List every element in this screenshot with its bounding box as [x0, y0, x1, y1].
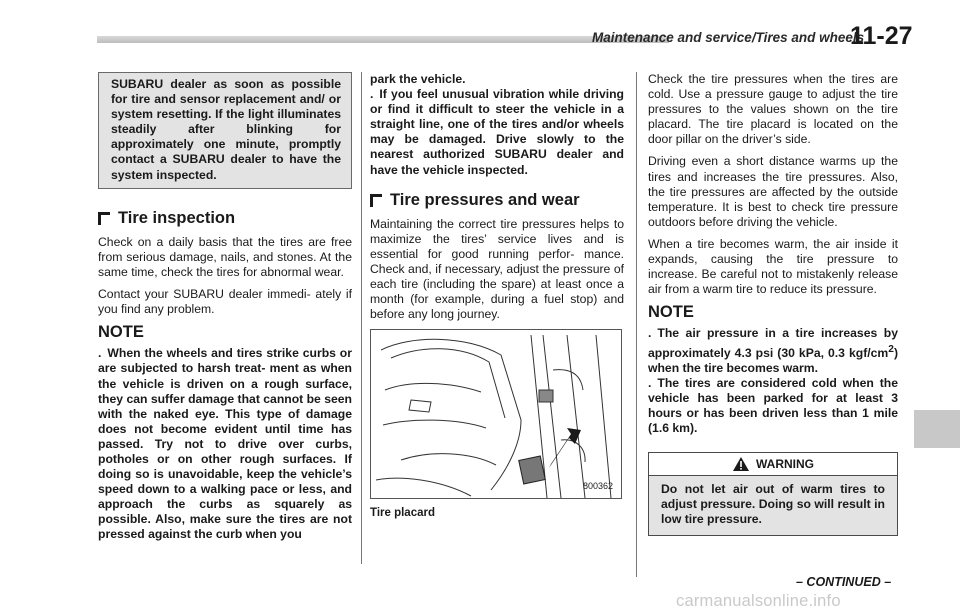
column-middle: [370, 72, 624, 522]
note-item: [648, 376, 898, 436]
note-item-text: The tires are considered cold when the vehicle has been parked for at least 3 hours or has been driven less than 1 mile (1.6 km).: [648, 375, 898, 436]
section-marker-icon: [98, 212, 110, 225]
note-item-text: When the wheels and tires strike curbs or are subjected to harsh treat- ment as when the vehicle is driven on a rough surface, they can suffer damage that cannot be seen with the naked eye. This type of damage does not become evident until time has passed. Try not to drive over curbs, potholes or on other rough surfaces. If doing so is unavoidable, keep the vehicle’s speed down to a walking pace or less, and approach the curbs as squarely as possible. Also, make sure the tires are not pressed against the curb when you: [98, 346, 352, 542]
warning-label: WARNING: [756, 456, 814, 471]
note-item: [370, 87, 624, 178]
bullet-icon: .: [648, 375, 652, 390]
paragraph: Driving even a short distance warms up the tires and increases the tire pressures. Also, the tire pressures are affected by the outside temperature. It is best to check tire pressure outdoors before driving the vehicle.: [648, 154, 898, 229]
section-title: Tire pressures and wear: [390, 190, 580, 209]
watermark: carmanualsonline.info: [676, 592, 841, 610]
paragraph: Contact your SUBARU dealer immedi- ately if you find any problem.: [98, 287, 352, 317]
section-marker-icon: [370, 194, 382, 207]
note-item-text: ) when the tire becomes warm.: [648, 345, 898, 375]
warning-triangle-icon: [732, 456, 750, 472]
paragraph: When a tire becomes warm, the air inside it expands, causing the tire pressure to increase. Be careful not to mistakenly release air from a warm tire to reduce its pressure.: [648, 236, 898, 297]
figure-code: 800362: [582, 481, 613, 492]
section-heading: [370, 190, 624, 209]
bullet-icon: .: [98, 346, 102, 361]
column-divider: [361, 72, 362, 564]
figure-caption: Tire placard: [370, 507, 435, 520]
note-heading: NOTE: [98, 323, 144, 342]
warning-text: Do not let air out of warm tires to adjust pressure. Doing so will result in low tire pressure.: [649, 476, 897, 535]
continued-note-box: SUBARU dealer as soon as possible for tire and sensor replacement and/ or system resetting. If the light illuminates steadily after blinking for approximately one minute, promptly contact a SUBARU dealer to have the system inspected.: [98, 72, 352, 189]
warning-box: [648, 452, 898, 536]
note-item: [98, 346, 352, 542]
column-divider: [636, 72, 637, 577]
note-continuation: park the vehicle.: [370, 72, 466, 86]
header-rule: [97, 36, 669, 43]
latch-icon: [539, 390, 553, 402]
bullet-icon: .: [370, 87, 374, 102]
page-number: 11-27: [850, 22, 913, 50]
section-thumb-tab: [914, 410, 960, 448]
tire-placard-figure: [370, 329, 622, 499]
bullet-icon: .: [648, 326, 652, 341]
note-item-text: If you feel unusual vibration while driving or find it difficult to steer the vehicle in a straight line, one of the tires and/or wheels may be damaged. Drive slowly to the nearest authorized SUBARU dealer and have the vehicle inspected.: [370, 87, 624, 177]
tire-placard-label-icon: [519, 456, 546, 484]
paragraph: Check on a daily basis that the tires are free from serious damage, nails, and stones. At the same time, check the tires for abnormal wear.: [98, 234, 352, 279]
header-title: Maintenance and service/Tires and wheels: [592, 30, 865, 45]
continued-marker: – CONTINUED –: [796, 575, 892, 589]
paragraph: Maintaining the correct tire pressures helps to maximize the tires’ service lives and is essential for good running perfor- mance. Check and, if necessary, adjust the pressure of each tire (including the spare) at least once a month (for example, during a fuel stop) and before any long journey.: [370, 216, 624, 322]
superscript: 2: [888, 343, 894, 355]
door-pillar-illustration: [371, 330, 621, 498]
column-left: [98, 72, 352, 550]
paragraph: Check the tire pressures when the tires are cold. Use a pressure gauge to adjust the tire pressures to the values shown on the tire placard. The tire placard is located on the door pillar on the driver’s side.: [648, 72, 898, 147]
note-item: [648, 326, 898, 375]
section-title: Tire inspection: [118, 208, 236, 227]
note-item-text: The air pressure in a tire increases by approximately 4.3 psi (30 kPa, 0.3 kgf/cm: [648, 326, 898, 360]
section-heading: [98, 208, 352, 227]
note-heading: NOTE: [648, 303, 694, 322]
warning-header: [649, 453, 897, 476]
column-right: [648, 72, 898, 536]
